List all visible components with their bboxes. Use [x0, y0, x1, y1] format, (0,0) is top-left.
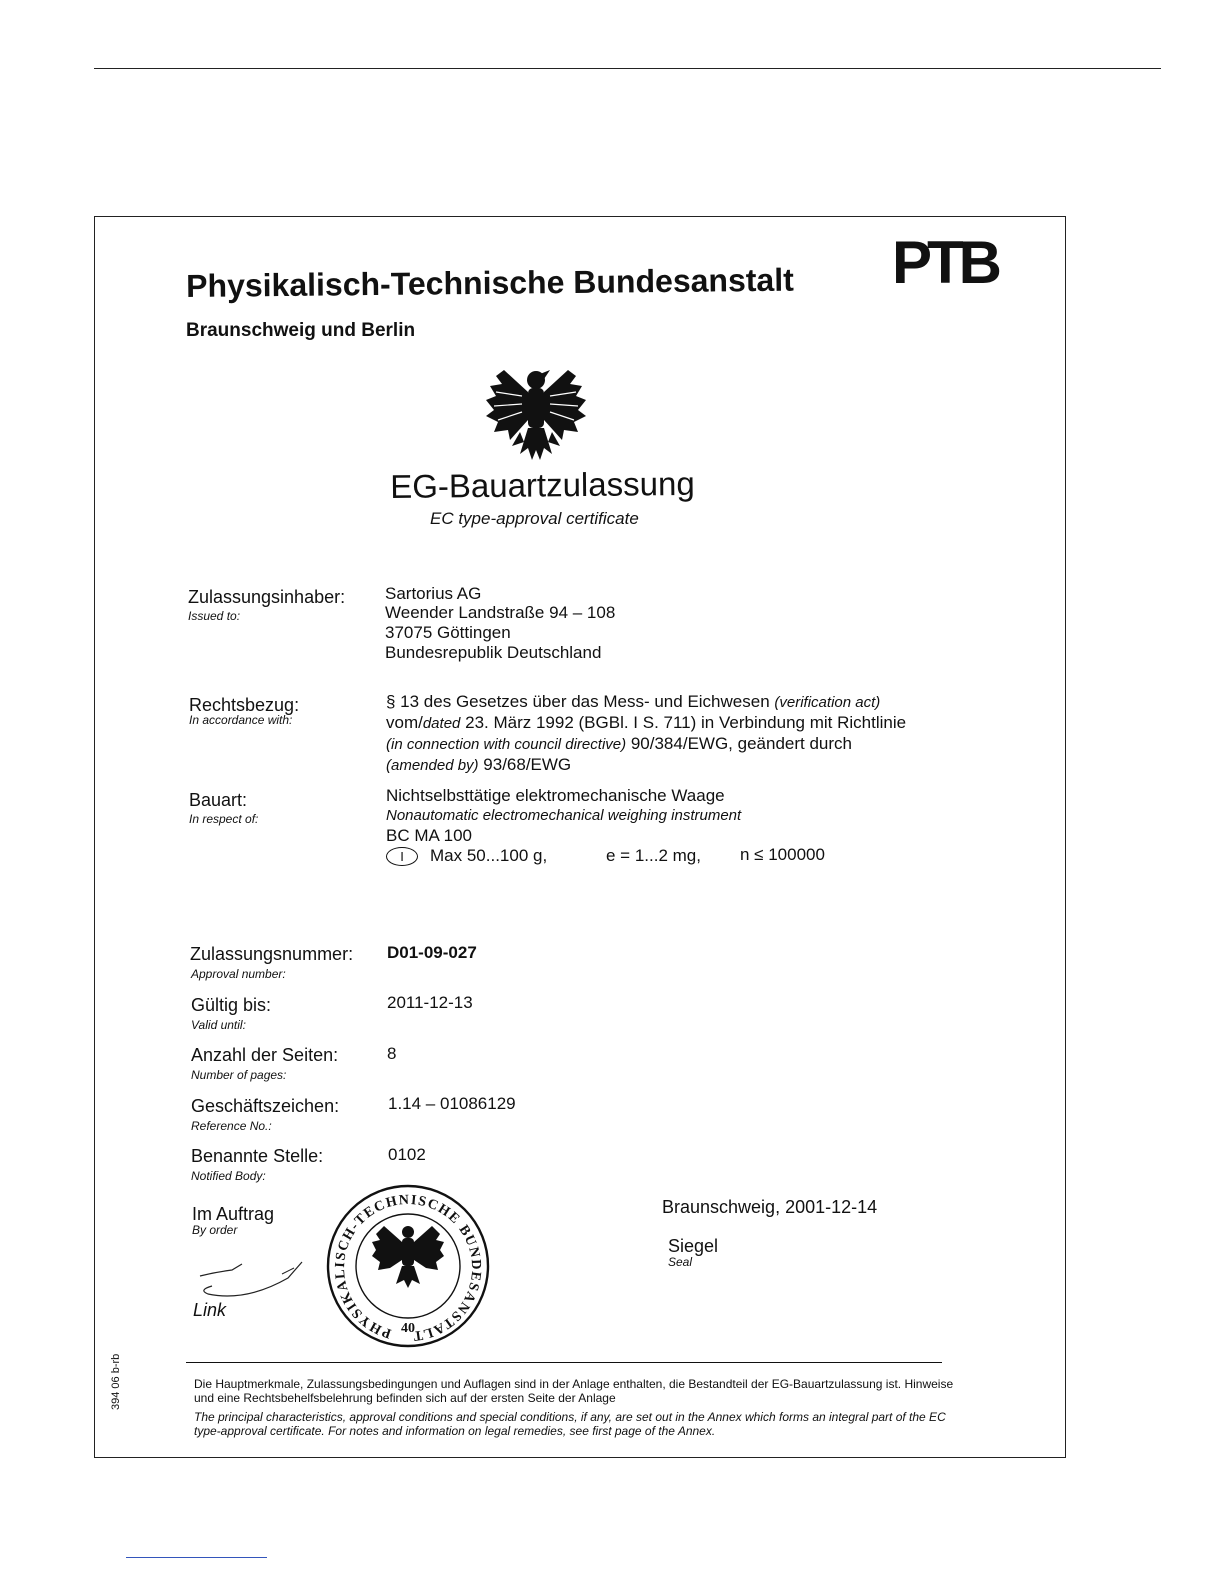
pages-label: Anzahl der Seiten:: [191, 1045, 339, 1065]
legal-line-2: vom/dated 23. März 1992 (BGBl. I S. 711) in Verbindung mit Richtlinie: [386, 713, 907, 732]
footer-note-en: The principal characteristics, approval conditions and special conditions, if any, are set out in the Annex which forms an integral part of the EC type-approval certificate. For notes and information on legal remedies, see first page of the Annex.: [194, 1410, 946, 1438]
bottom-rule: [126, 1557, 267, 1558]
notified-body-label: Benannte Stelle:: [191, 1146, 324, 1166]
valid-until-sublabel: Valid until:: [191, 1018, 246, 1032]
notified-body-value: 0102: [388, 1145, 426, 1164]
valid-until-label: Gültig bis:: [191, 995, 272, 1015]
approval-number-label: Zulassungsnummer:: [190, 944, 354, 964]
holder-sublabel: Issued to:: [188, 609, 241, 623]
legal-line-4: (amended by) 93/68/EWG: [386, 755, 572, 774]
type-model: BC MA 100: [386, 826, 472, 845]
legal-label: Rechtsbezug:: [189, 695, 300, 715]
holder-line-4: Bundesrepublik Deutschland: [385, 643, 602, 662]
notified-body-sublabel: Notified Body:: [191, 1169, 266, 1183]
holder-label: Zulassungsinhaber:: [188, 587, 346, 607]
type-name-en: Nonautomatic electromechanical weighing instrument: [386, 807, 742, 824]
form-code: 394 06 b-rb: [110, 1353, 122, 1410]
pages-sublabel: Number of pages:: [191, 1068, 287, 1082]
holder-line-2: Weender Landstraße 94 – 108: [385, 603, 616, 622]
ptb-logo: PTB: [892, 229, 997, 296]
federal-eagle-emblem: [482, 362, 590, 462]
official-seal: [324, 1184, 492, 1348]
footer-note-de: Die Hauptmerkmale, Zulassungsbedingungen und Auflagen sind in der Anlage enthalten, die Bestandteil der EG-Bauartzulassung ist. Hinweise und eine Rechtsbehelfsbelehrung befinden sich auf der ersten Seite der Anlage: [194, 1377, 954, 1405]
accuracy-class-symbol: I: [386, 847, 418, 866]
place-and-date: Braunschweig, 2001-12-14: [662, 1197, 878, 1217]
seal-ring-text: PHYSIKALISCH-TECHNISCHE BUNDESANSTALT: [332, 1192, 484, 1344]
legal-sublabel: In accordance with:: [189, 713, 293, 727]
holder-line-3: 37075 Göttingen: [385, 623, 511, 642]
type-name-de: Nichtselbsttätige elektromechanische Waage: [386, 786, 725, 805]
certificate-subtitle: EC type-approval certificate: [430, 509, 639, 528]
reference-label: Geschäftszeichen:: [191, 1096, 340, 1116]
valid-until-value: 2011-12-13: [387, 993, 473, 1012]
seal-number: 40: [401, 1321, 415, 1336]
type-spec-n: n ≤ 100000: [740, 845, 825, 864]
seal-label: Siegel: [668, 1236, 719, 1256]
signatory-name: Link: [193, 1300, 227, 1320]
organization-cities: Braunschweig und Berlin: [186, 320, 416, 341]
approval-number-sublabel: Approval number:: [191, 967, 286, 981]
legal-line-1: § 13 des Gesetzes über das Mess- und Eichwesen (verification act): [386, 692, 881, 711]
certificate-title: EG-Bauartzulassung: [390, 464, 695, 505]
approval-number-value: D01-09-027: [387, 943, 477, 962]
by-order-label: Im Auftrag: [192, 1204, 275, 1224]
type-specs: I Max 50...100 g,: [386, 846, 547, 866]
pages-value: 8: [387, 1044, 397, 1063]
reference-sublabel: Reference No.:: [191, 1119, 272, 1133]
legal-line-3: (in connection with council directive) 90/384/EWG, geändert durch: [386, 734, 852, 753]
type-spec-e: e = 1...2 mg,: [606, 846, 701, 865]
top-rule: [94, 68, 1161, 69]
organization-name: Physikalisch-Technische Bundesanstalt: [186, 261, 794, 304]
by-order-sublabel: By order: [192, 1223, 238, 1237]
footer-rule: [186, 1362, 942, 1363]
signature-scribble: [196, 1256, 308, 1306]
type-label: Bauart:: [189, 790, 248, 810]
holder-line-1: Sartorius AG: [385, 584, 482, 603]
type-sublabel: In respect of:: [189, 812, 259, 826]
seal-sublabel: Seal: [668, 1255, 693, 1269]
reference-value: 1.14 – 01086129: [388, 1094, 516, 1113]
